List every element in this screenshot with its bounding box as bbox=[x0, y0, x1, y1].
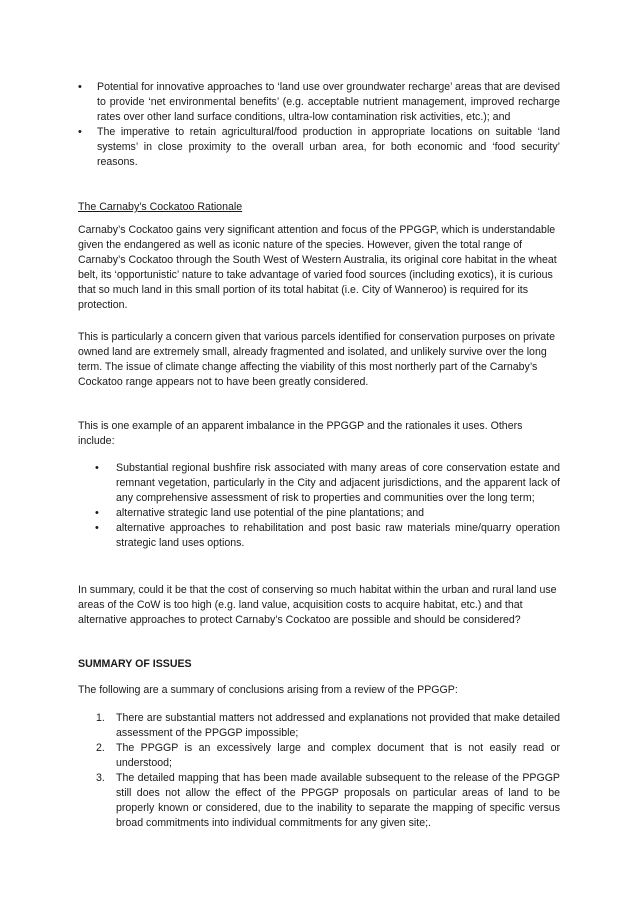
bullet-text: The imperative to retain agricultural/food production in appropriate locations on suitable ‘land systems’ in close proximity to the overall urban area, for both economic and ‘food security’ reasons. bbox=[97, 126, 560, 168]
section-heading-summary: SUMMARY OF ISSUES bbox=[78, 658, 192, 670]
bullet-icon: • bbox=[78, 126, 82, 138]
issues-list bbox=[95, 711, 560, 831]
bullet-icon: • bbox=[95, 522, 99, 534]
bullet-text: alternative approaches to rehabilitation and post basic raw materials mine/quarry operation strategic land uses options. bbox=[116, 522, 560, 549]
mid-bullet-list bbox=[95, 461, 560, 551]
list-item bbox=[95, 461, 560, 506]
item-text: The PPGGP is an excessively large and complex document that is not easily read or understood; bbox=[116, 742, 560, 769]
item-number: 1. bbox=[96, 712, 105, 724]
list-item bbox=[95, 711, 560, 741]
bullet-icon: • bbox=[78, 81, 82, 93]
list-item bbox=[95, 506, 560, 521]
bullet-text: alternative strategic land use potential of the pine plantations; and bbox=[116, 507, 425, 519]
paragraph-1: Carnaby’s Cockatoo gains very significant attention and focus of the PPGGP, which is understandable given the endangered as well as iconic nature of the species. However, given the total range of Carnaby’s Cockatoo through the South West of Western Australia, its original core habitat in the wheat belt, its ‘opportunistic’ nature to take advantage of varied food sources (including exotics), it is curious that so much land in this small portion of its total habitat (i.e. City of Wanneroo) is required for its protection. bbox=[78, 224, 557, 311]
summary-intro: The following are a summary of conclusions arising from a review of the PPGGP: bbox=[78, 684, 458, 696]
paragraph-4: In summary, could it be that the cost of conserving so much habitat within the urban and rural land use areas of the CoW is too high (e.g. land value, acquisition costs to acquire habitat, etc.) and that alternative approaches to protect Carnaby’s Cockatoo are possible and should be considered? bbox=[78, 584, 557, 626]
list-item bbox=[95, 741, 560, 771]
paragraph-2: This is particularly a concern given that various parcels identified for conservation purposes on private owned land are extremely small, already fragmented and isolated, and unlikely survive over the long term. The issue of climate change affecting the viability of this most northerly part of the Carnaby’s Cockatoo range appears not to have been greatly considered. bbox=[78, 331, 555, 388]
section-heading-rationale: The Carnaby’s Cockatoo Rationale bbox=[78, 201, 243, 213]
item-text: There are substantial matters not addressed and explanations not provided that make detailed assessment of the PPGGP impossible; bbox=[116, 712, 560, 739]
list-item bbox=[95, 521, 560, 551]
item-number: 3. bbox=[96, 772, 105, 784]
list-item bbox=[95, 771, 560, 831]
bullet-text: Potential for innovative approaches to ‘land use over groundwater recharge’ areas that are devised to provide ‘net environmental benefits’ (e.g. acceptable nutrient management, improved recharge rates over other land surface conditions, ultra-low contamination risk activities, etc.); and bbox=[97, 81, 560, 123]
top-bullet-list bbox=[78, 80, 560, 170]
item-number: 2. bbox=[96, 742, 105, 754]
paragraph-3: This is one example of an apparent imbalance in the PPGGP and the rationales it uses. Others include: bbox=[78, 420, 523, 447]
bullet-text: Substantial regional bushfire risk associated with many areas of core conservation estate and remnant vegetation, particularly in the City and adjacent jurisdictions, and the apparent lack of any comprehensive assessment of risk to properties and communities over the long term; bbox=[116, 462, 560, 504]
bullet-icon: • bbox=[95, 507, 99, 519]
item-text: The detailed mapping that has been made available subsequent to the release of the PPGGP still does not allow the effect of the PPGGP proposals on particular areas of land to be properly known or considered, due to the inability to separate the mapping of specific versus broad commitments into individual commitments for any given site;. bbox=[116, 772, 560, 829]
bullet-icon: • bbox=[95, 462, 99, 474]
list-item bbox=[78, 125, 560, 170]
list-item bbox=[78, 80, 560, 125]
